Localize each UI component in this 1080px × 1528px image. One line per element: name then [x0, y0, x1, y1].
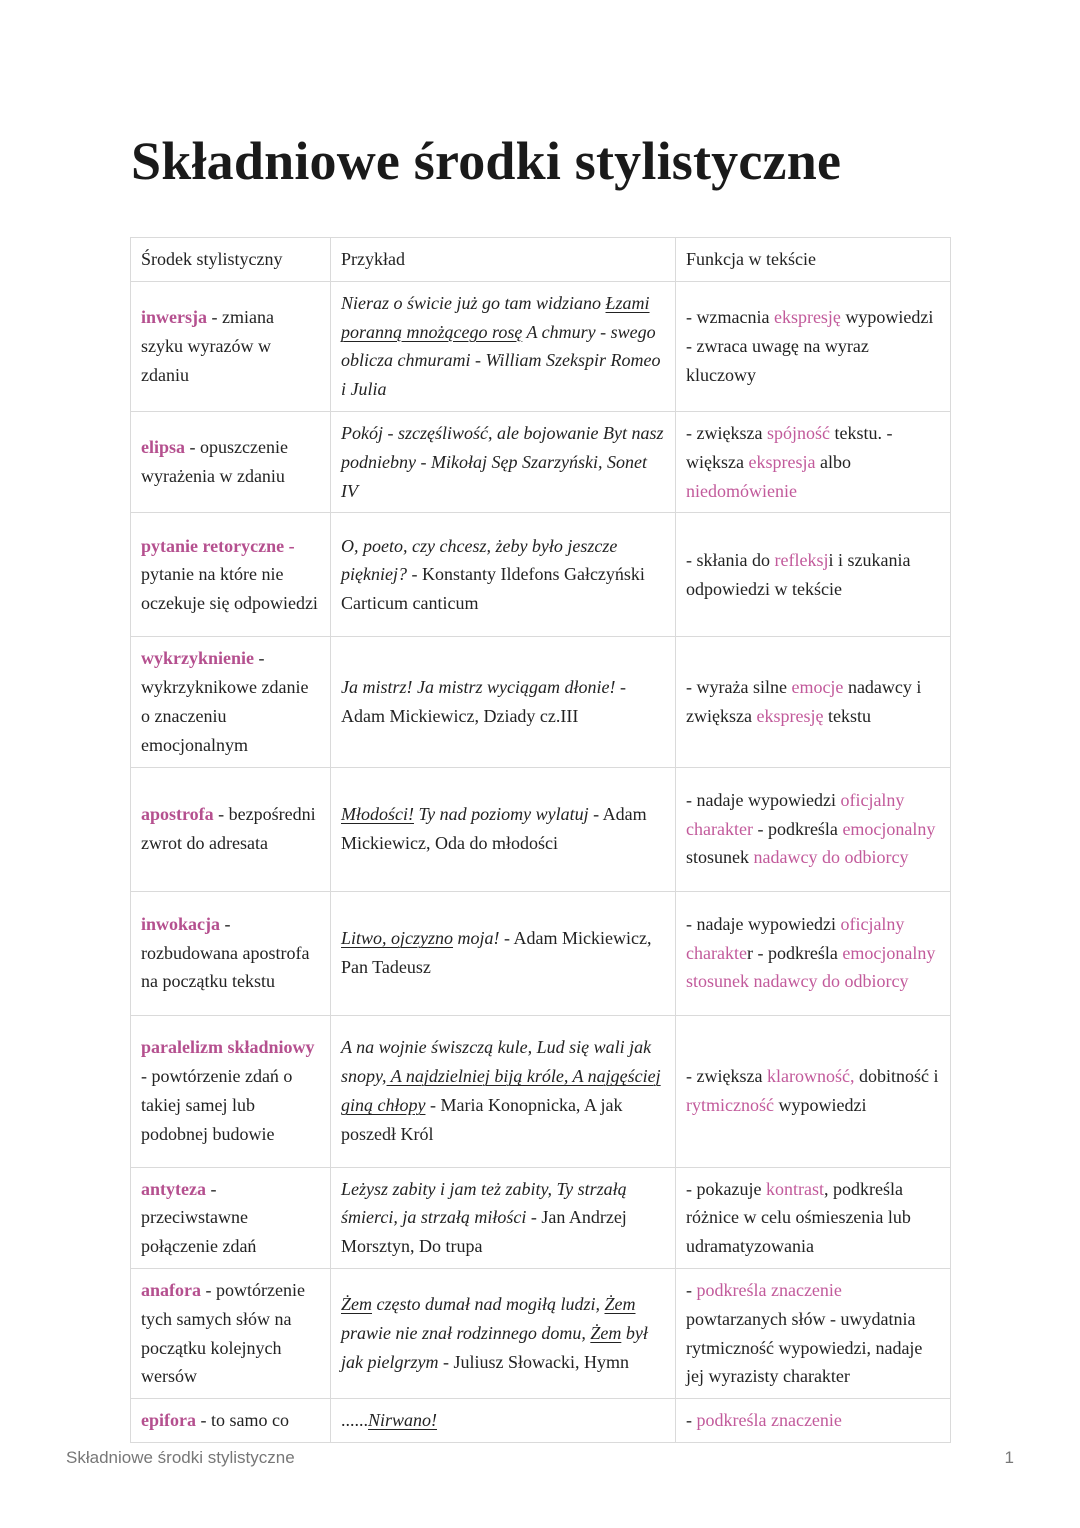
rows-8-example-segment: Żem [341, 1294, 372, 1315]
rows-6-function-segment: wypowiedzi [773, 1095, 867, 1116]
device-cell [131, 1015, 331, 1167]
page-title: Składniowe środki stylistyczne [131, 131, 842, 191]
device-cell [131, 411, 331, 512]
rows-5-function-segment: r - podkreśla [746, 942, 843, 963]
table-row [131, 513, 951, 637]
example-cell [331, 411, 676, 512]
table-container [130, 237, 950, 1431]
table-row [131, 411, 951, 512]
rows-8-example-segment: Żem [604, 1294, 636, 1315]
table-body [131, 238, 951, 1443]
header-function: Funkcja w tekście [676, 238, 951, 282]
rows-4-example-segment: - Adam Mickiewicz, Oda do młodości [341, 804, 647, 854]
rows-1-function-segment: - zwiększa [686, 422, 767, 443]
rows-6-function-segment: dobitność i [854, 1066, 939, 1087]
rows-8-example-segment: - Juliusz Słowacki, Hymn [438, 1351, 629, 1372]
rows-0-example-segment: Nieraz o świcie już go tam widziano [341, 292, 606, 313]
table-row [131, 281, 951, 411]
rows-3-function-segment: nadawcy i zwiększa [686, 677, 922, 726]
rows-0-term-segment: - zmiana szyku wyrazów w zdaniu [141, 307, 274, 385]
device-cell [131, 513, 331, 637]
function-cell [676, 1015, 951, 1167]
rows-5-example-segment: moja! [453, 928, 500, 949]
rows-3-term-segment: wykrzyknienie [141, 648, 255, 669]
rows-2-function-segment: i i szukania odpowiedzi w tekście [686, 550, 911, 599]
rows-8-term-segment: - powtórzenie tych samych słów na początku kolejnych wersów [141, 1279, 305, 1387]
rows-7-function-segment: kontrast [765, 1178, 824, 1199]
rows-6-term-segment: paralelizm składniowy [141, 1037, 315, 1058]
rows-4-function-segment: - podkreśla [752, 818, 843, 839]
rows-3-example-segment: Ja mistrz! Ja mistrz wyciągam dłonie! [341, 677, 616, 698]
device-cell [131, 637, 331, 767]
rows-8-function-segment: - [686, 1279, 697, 1300]
device-cell [131, 281, 331, 411]
rows-1-function-segment: albo [815, 451, 851, 472]
rows-2-example-segment: - Konstanty Ildefons Gałczyński Carticum canticum [341, 564, 645, 614]
rows-4-function-segment: oficjalny charakter [686, 789, 905, 839]
rows-6-example-segment: A na wojnie świszczą kule, Lud się wali jak snopy, [341, 1037, 652, 1087]
rows-1-function-segment: tekstu. - większa [686, 422, 893, 472]
rows-2-term-segment: pytanie retoryczne - [141, 535, 295, 556]
rows-5-term-segment: inwokacja [141, 913, 221, 934]
rows-8-example-segment: prawie nie znał rodzinnego domu, [341, 1323, 591, 1344]
table-row [131, 891, 951, 1015]
rows-4-function-segment: - nadaje wypowiedzi [686, 789, 841, 810]
rows-8-term-segment: anafora [141, 1279, 201, 1300]
device-cell [131, 891, 331, 1015]
device-cell [131, 1167, 331, 1268]
rows-0-example-segment: A chmury - swego oblicza chmurami - William Szekspir Romeo i Julia [341, 321, 661, 400]
function-cell [676, 513, 951, 637]
rows-4-function-segment: emocjonalny [842, 818, 936, 839]
example-cell [331, 891, 676, 1015]
table-row [131, 1268, 951, 1398]
table-row [131, 637, 951, 767]
footer-title: Składniowe środki stylistyczne [66, 1448, 295, 1467]
rows-0-function-segment: - wzmacnia [686, 307, 774, 328]
stylistic-devices-table [130, 237, 951, 1443]
rows-0-term-segment: inwersja [141, 307, 207, 328]
rows-3-function-segment: emocje [791, 677, 844, 698]
rows-1-function-segment: niedomówienie [686, 480, 797, 501]
rows-9-example-segment: Nirwano! [368, 1410, 438, 1431]
rows-7-example-segment: Leżysz zabity i jam też zabity, Ty strzałą śmierci, ja strzałą miłości [341, 1178, 627, 1228]
rows-8-example-segment: był jak pielgrzym [341, 1323, 648, 1372]
rows-8-example-segment: często dumał nad mogiłą ludzi, [372, 1294, 605, 1315]
rows-4-function-segment: nadawcy do odbiorcy [753, 847, 909, 868]
example-cell [331, 1015, 676, 1167]
rows-3-function-segment: tekstu [823, 705, 871, 726]
rows-3-term-segment: - wykrzyknikowe zdanie o znaczeniu emocjonalnym [141, 648, 309, 755]
function-cell [676, 1399, 951, 1443]
function-cell [676, 891, 951, 1015]
function-cell [676, 281, 951, 411]
rows-6-term-segment: - powtórzenie zdań o takiej samej lub podobnej budowie [141, 1066, 293, 1144]
rows-1-function-segment: ekspresja [748, 451, 816, 472]
rows-7-term-segment: - przeciwstawne połączenie zdań [141, 1178, 257, 1257]
rows-7-function-segment: , podkreśla różnice w celu ośmieszenia lub udramatyzowania [686, 1178, 911, 1257]
rows-3-function-segment: - wyraża silne [686, 677, 792, 698]
example-cell [331, 281, 676, 411]
rows-5-function-segment: emocjonalny stosunek nadawcy do odbiorcy [686, 942, 936, 992]
function-cell [676, 411, 951, 512]
rows-5-function-segment: oficjalny charakte [686, 913, 905, 963]
rows-2-term-segment: pytanie na które nie oczekuje się odpowiedzi [141, 564, 318, 614]
rows-4-term-segment: apostrofa [141, 804, 214, 825]
rows-2-function-segment: - skłania do [686, 550, 775, 571]
example-cell [331, 513, 676, 637]
rows-5-example-segment: - Adam Mickiewicz, Pan Tadeusz [341, 928, 652, 978]
rows-9-term-segment: - to samo co [195, 1410, 289, 1431]
rows-9-term-segment: epifora [141, 1410, 196, 1431]
rows-6-function-segment: - zwiększa [686, 1066, 767, 1087]
example-cell [331, 1167, 676, 1268]
page-number: 1 [1004, 1448, 1014, 1467]
header-device: Środek stylistyczny [131, 238, 331, 282]
rows-1-term-segment: elipsa [141, 437, 186, 458]
rows-5-term-segment: - rozbudowana apostrofa na początku tekstu [141, 913, 310, 992]
rows-0-example-segment: Łzami poranną mnożącego rosę [341, 292, 650, 342]
rows-9-example-segment: ...... [341, 1410, 368, 1431]
rows-5-example-segment: Litwo, ojczyzno [341, 928, 454, 949]
function-cell [676, 1268, 951, 1398]
rows-6-example-segment: - Maria Konopnicka, A jak poszedł Król [341, 1095, 623, 1144]
rows-7-function-segment: - pokazuje [686, 1178, 766, 1199]
rows-0-function-segment: ekspresję [773, 307, 841, 328]
example-cell [331, 1268, 676, 1398]
device-cell [131, 1399, 331, 1443]
rows-8-function-segment: powtarzanych słów - uwydatnia rytmiczność wypowiedzi, nadaje jej wyrazisty charakter [686, 1308, 923, 1387]
example-cell [331, 637, 676, 767]
table-row [131, 1399, 951, 1443]
table-row [131, 1167, 951, 1268]
rows-5-function-segment: - nadaje wypowiedzi [686, 913, 841, 934]
rows-4-example-segment: Ty nad poziomy wylatuj [413, 804, 589, 825]
rows-2-example-segment: O, poeto, czy chcesz, żeby było jeszcze piękniej? [341, 535, 618, 585]
rows-8-function-segment: podkreśla znaczenie [696, 1279, 842, 1300]
device-cell [131, 1268, 331, 1398]
rows-6-example-segment: A najdzielniej biją króle, A najgęściej giną chłopy [341, 1066, 661, 1116]
rows-7-example-segment: - Jan Andrzej Morsztyn, Do trupa [341, 1207, 627, 1257]
device-cell [131, 767, 331, 891]
rows-3-example-segment: - Adam Mickiewicz, Dziady cz.III [341, 677, 626, 726]
example-cell [331, 767, 676, 891]
function-cell [676, 637, 951, 767]
function-cell [676, 767, 951, 891]
rows-0-function-segment: wypowiedzi - zwraca uwagę na wyraz kluczowy [686, 307, 934, 385]
rows-6-function-segment: klarowność, [766, 1066, 855, 1087]
table-row [131, 767, 951, 891]
table-row [131, 1015, 951, 1167]
header-example: Przykład [331, 238, 676, 282]
rows-6-function-segment: rytmiczność [686, 1095, 774, 1116]
rows-9-function-segment: - [686, 1410, 697, 1431]
rows-4-function-segment: stosunek [686, 847, 754, 868]
rows-9-function-segment: podkreśla znaczenie [696, 1410, 842, 1431]
rows-2-function-segment: refleksj [774, 550, 829, 571]
rows-3-function-segment: ekspresję [756, 705, 824, 726]
rows-1-function-segment: spójność [766, 422, 830, 443]
rows-1-example-segment: Pokój - szczęśliwość, ale bojowanie Byt nasz podniebny - Mikołaj Sęp Szarzyński, Sonet IV [341, 422, 664, 501]
rows-4-term-segment: - bezpośredni zwrot do adresata [141, 804, 316, 854]
rows-8-example-segment: Żem [590, 1323, 622, 1344]
table-header-row [131, 238, 951, 282]
rows-1-term-segment: - opuszczenie wyrażenia w zdaniu [141, 437, 288, 487]
rows-7-term-segment: antyteza [141, 1178, 206, 1199]
function-cell [676, 1167, 951, 1268]
example-cell [331, 1399, 676, 1443]
rows-4-example-segment: Młodości! [341, 804, 414, 825]
